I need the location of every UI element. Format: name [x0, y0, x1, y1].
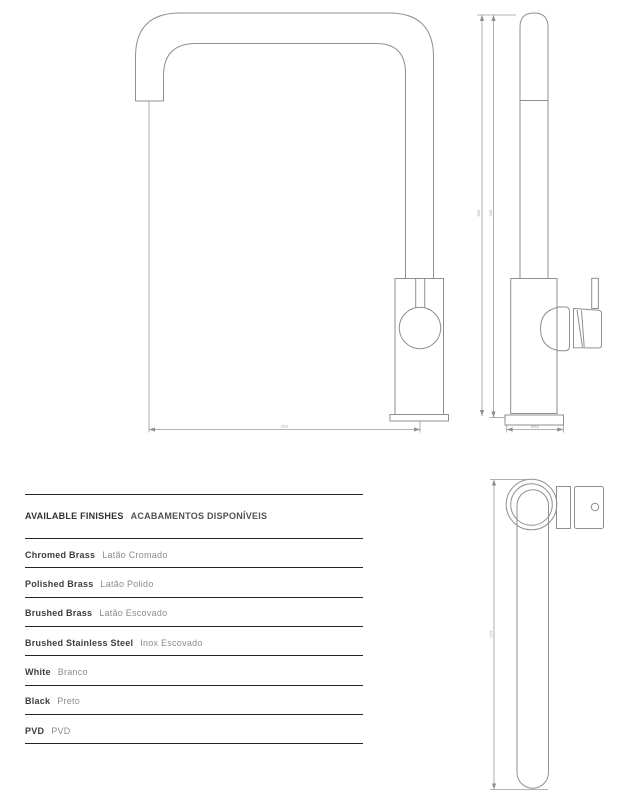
- finish-name-pt: PVD: [51, 725, 71, 736]
- front-reach-arrow-right: [414, 427, 420, 431]
- finish-name-en: Brushed Stainless Steel: [25, 637, 134, 648]
- finish-name-en: Chromed Brass: [25, 549, 96, 560]
- finish-row-chromed-brass: [25, 538, 363, 567]
- top-spout-capsule: [517, 490, 549, 789]
- finish-name-pt: Latão Cromado: [102, 549, 168, 560]
- finish-name-en: Brushed Brass: [25, 608, 93, 619]
- top-depth-arrow-top: [492, 480, 496, 486]
- front-base-flange: [390, 415, 449, 422]
- front-body: [395, 279, 444, 415]
- faucet-front-view: [136, 13, 449, 433]
- front-handle-knob: [399, 307, 440, 348]
- side-base-dimension-label: Ø50: [530, 424, 540, 429]
- side-handle-mount: [541, 307, 570, 351]
- finish-row-pvd: [25, 714, 363, 743]
- top-base-outer-circle: [506, 479, 557, 530]
- finish-row-brushed-brass: [25, 597, 363, 626]
- front-spout-outer: [136, 13, 434, 279]
- finish-name-pt: Branco: [57, 666, 88, 677]
- side-handle-pin: [592, 278, 599, 308]
- side-height-outer-label: 355: [476, 209, 481, 217]
- side-base-arrow-right: [557, 427, 563, 431]
- side-height-outer-arrow-bottom: [480, 410, 484, 416]
- finishes-header-en: AVAILABLE FINISHES: [25, 511, 124, 522]
- finish-row-white: [25, 655, 363, 684]
- top-depth-arrow-bottom: [492, 784, 496, 790]
- top-handle-neck: [557, 487, 571, 529]
- finish-row-polished-brass: [25, 567, 363, 596]
- finish-name-pt: Latão Polido: [100, 579, 154, 590]
- front-reach-dimension-label: 232: [280, 423, 289, 429]
- side-column-tube: [520, 13, 548, 279]
- finish-name-pt: Latão Escovado: [99, 608, 168, 619]
- side-height-outer-arrow-top: [480, 15, 484, 21]
- side-height-inner-label: 345: [488, 209, 493, 217]
- finish-name-pt: Inox Escovado: [140, 637, 203, 648]
- finish-name-en: Black: [25, 696, 51, 707]
- finish-row-brushed-stainless-steel: [25, 626, 363, 655]
- finish-name-en: White: [25, 666, 51, 677]
- side-base-arrow-left: [507, 427, 513, 431]
- top-depth-dimension-label: 275: [488, 630, 494, 638]
- available-finishes-table: [25, 494, 363, 745]
- finishes-header-pt: ACABAMENTOS DISPONÍVEIS: [130, 511, 268, 522]
- side-body: [511, 279, 557, 414]
- faucet-top-view: [489, 479, 604, 789]
- side-height-inner-arrow-bottom: [491, 412, 495, 418]
- front-reach-arrow-left: [149, 427, 155, 431]
- finish-name-en: Polished Brass: [25, 579, 94, 590]
- faucet-side-view: [476, 13, 602, 433]
- front-spout-inner: [164, 44, 406, 279]
- side-height-inner-arrow-top: [491, 15, 495, 21]
- finish-name-en: PVD: [25, 725, 45, 736]
- finish-name-pt: Preto: [57, 696, 81, 707]
- finish-row-black: [25, 685, 363, 714]
- finishes-header: [25, 494, 363, 539]
- top-handle-pin-hole: [591, 503, 598, 510]
